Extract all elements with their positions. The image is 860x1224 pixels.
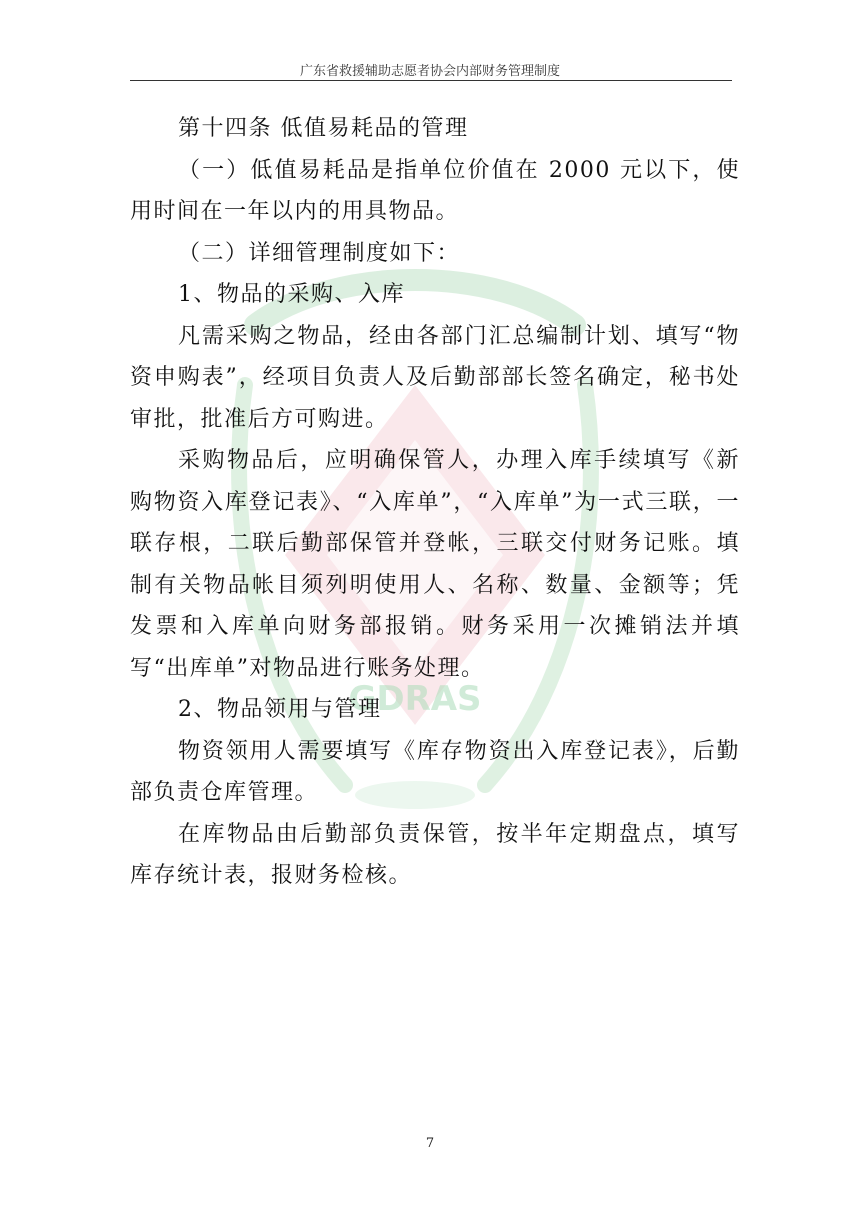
paragraph: 1、物品的采购、入库 xyxy=(178,282,405,307)
paragraph: 2、物品领用与管理 xyxy=(178,697,382,722)
article-body xyxy=(130,108,740,897)
paragraph: 采购物品后，应明确保管人，办理入库手续填写《新购物资入库登记表》、“入库单”，“入库单”为一式三联，一联存根，二联后勤部保管并登帐，三联交付财务记账。填制有关物品帐目须列明使用人、名称、数量、金额等；凭发票和入库单向财务部报销。财务采用一次摊销法并填写“出库单”对物品进行账务处理。 xyxy=(130,448,740,681)
paragraph: （一）低值易耗品是指单位价值在 2000 元以下，使用时间在一年以内的用具物品。 xyxy=(130,157,740,224)
paragraph: （二）详细管理制度如下： xyxy=(178,240,461,266)
seal-abbr: GDRAS xyxy=(348,679,482,719)
header-rule xyxy=(130,80,732,81)
paragraph: 凡需采购之物品，经由各部门汇总编制计划、填写“物资申购表”，经项目负责人及后勤部部长签名确定，秘书处审批，批准后方可购进。 xyxy=(130,323,740,432)
paragraph: 在库物品由后勤部负责保管，按半年定期盘点，填写库存统计表，报财务检核。 xyxy=(130,821,740,888)
page-number: 7 xyxy=(425,1136,435,1151)
paragraph: 物资领用人需要填写《库存物资出入库登记表》，后勤部负责仓库管理。 xyxy=(130,738,740,805)
article-heading: 第十四条 低值易耗品的管理 xyxy=(178,116,469,141)
running-header: 广东省救援辅助志愿者协会内部财务管理制度 xyxy=(299,64,560,79)
